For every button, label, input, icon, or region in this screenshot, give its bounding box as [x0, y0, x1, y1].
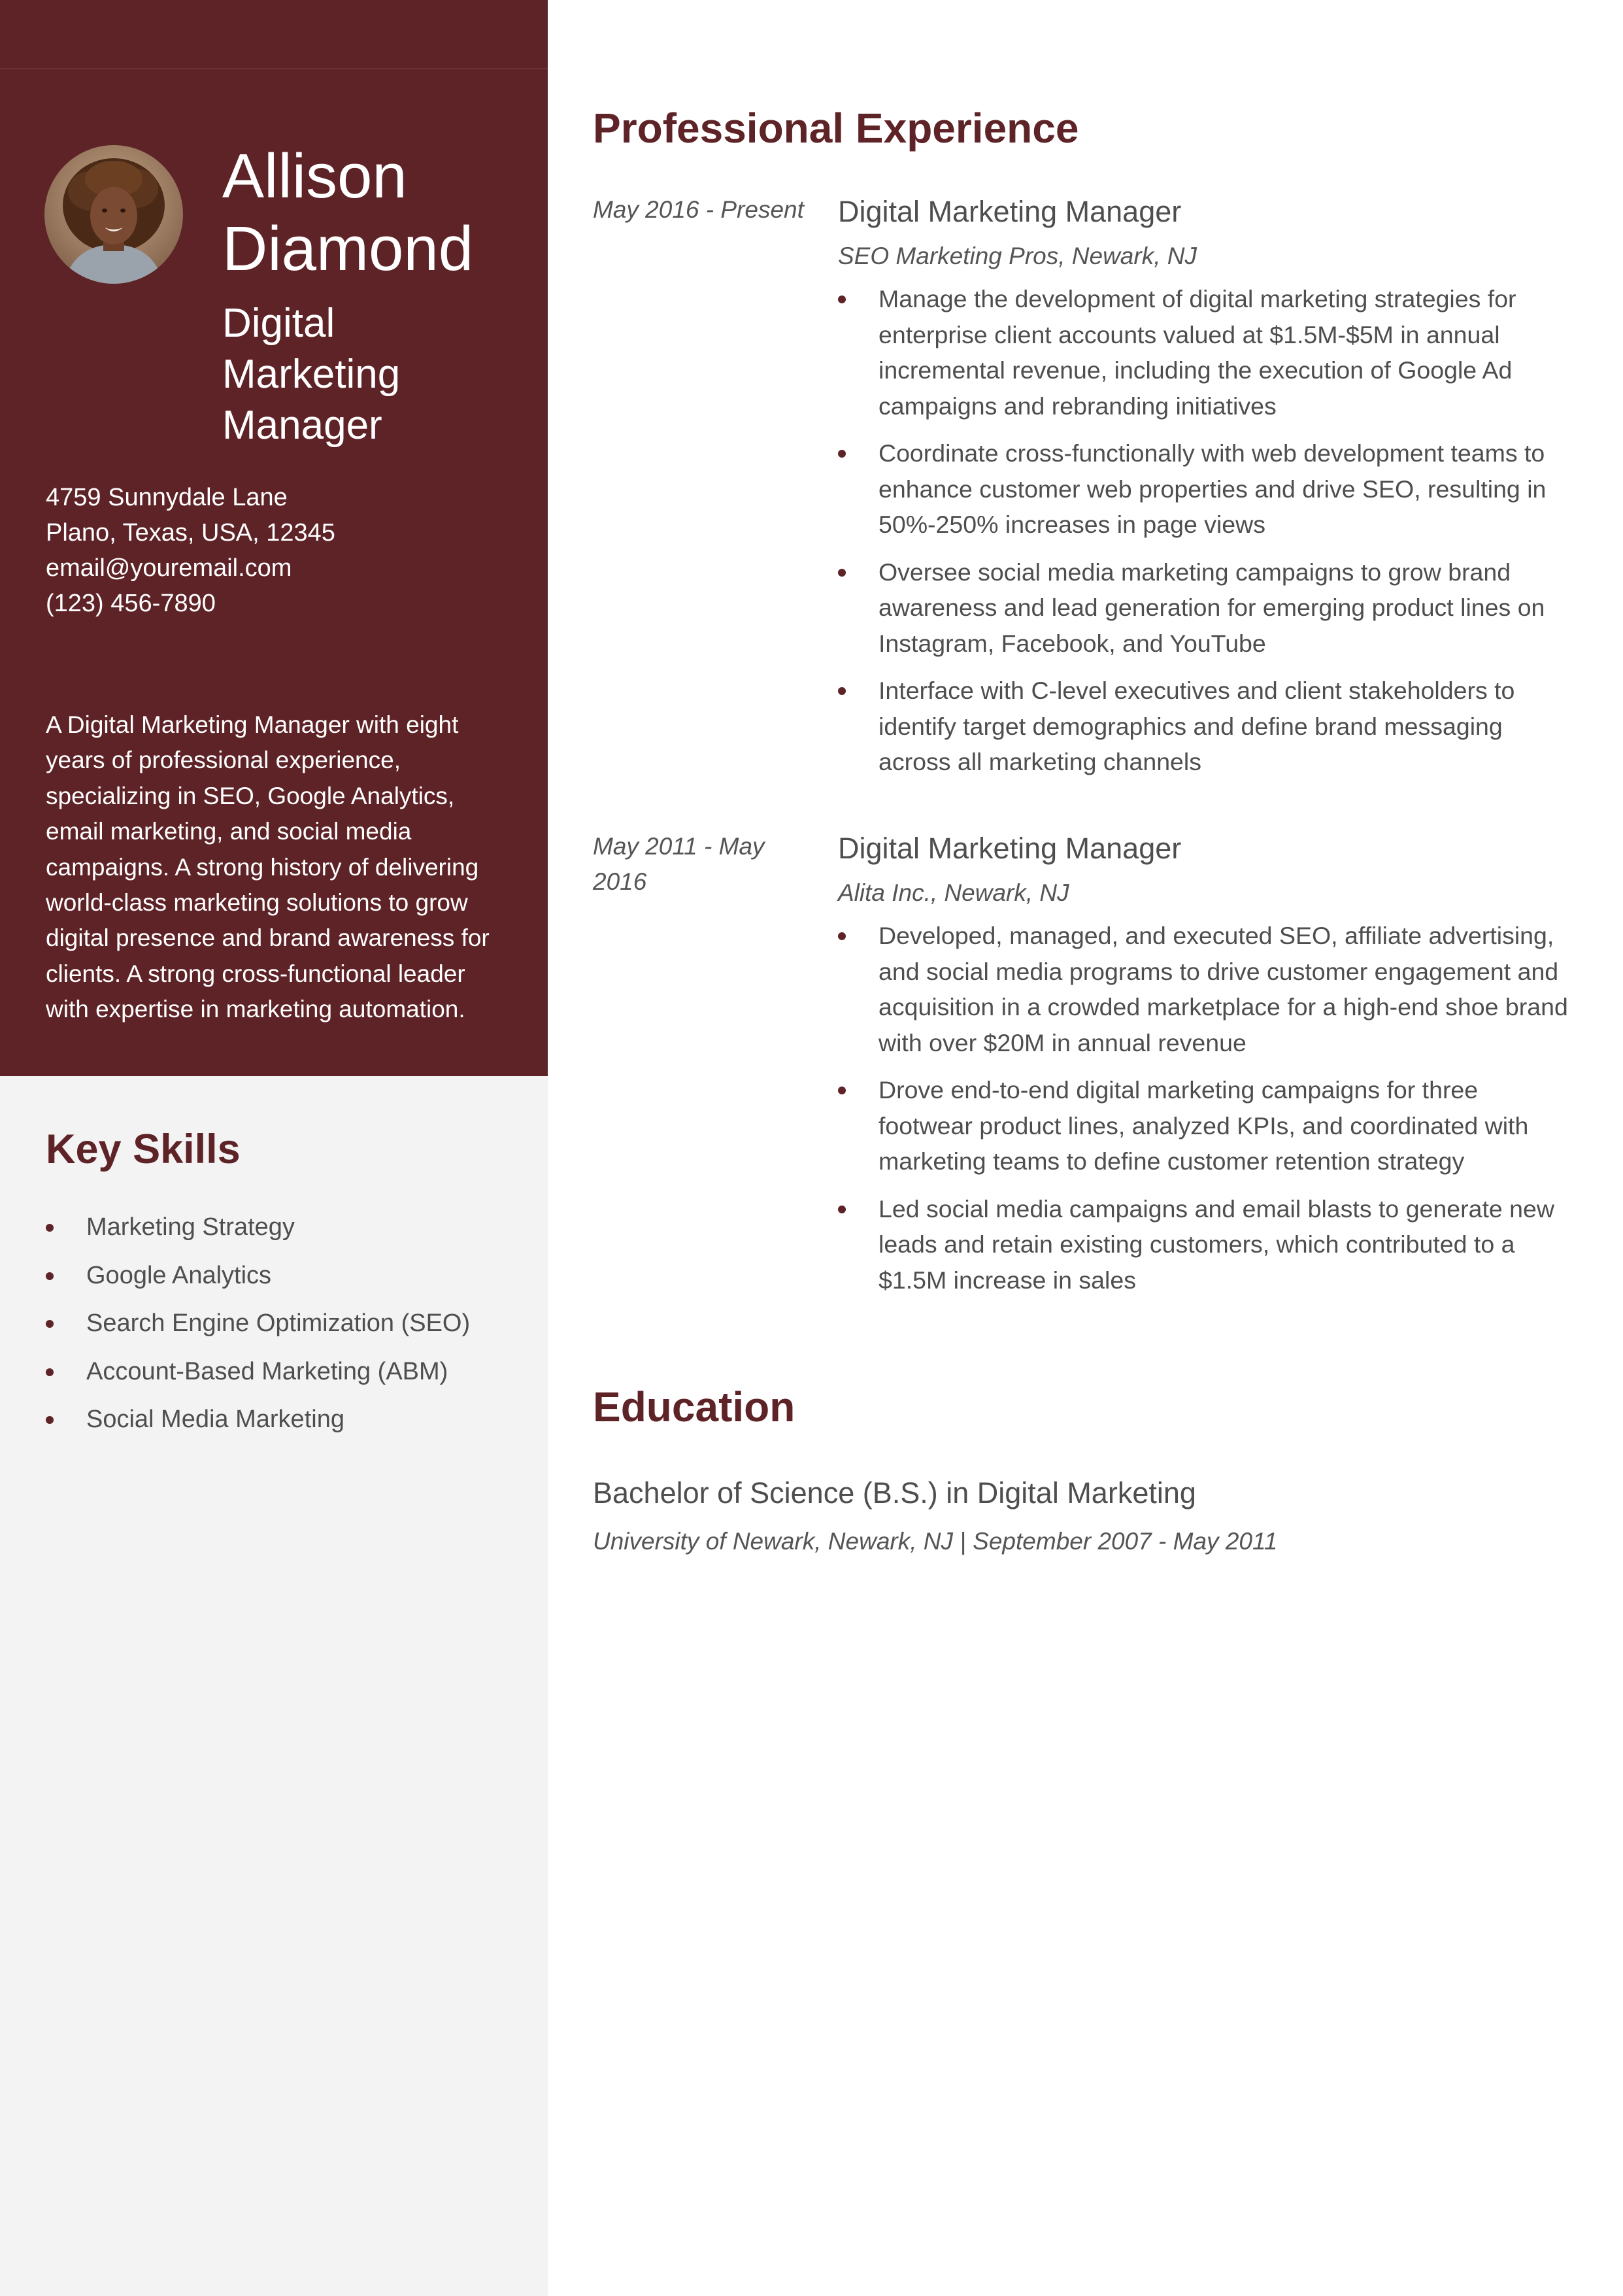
education-school: University of Newark, Newark, NJ | September 2007 - May 2011 — [593, 1528, 1278, 1555]
title-line: Marketing — [222, 352, 401, 397]
job-title: Digital Marketing Manager — [838, 832, 1182, 865]
job-details — [838, 192, 1570, 792]
list-item: Drove end-to-end digital marketing campaigns for three footwear product lines, analyzed KPIs, and coordinated with marketing teams to define customer retention strategy — [838, 1072, 1570, 1179]
skill-item: Google Analytics — [46, 1258, 529, 1306]
skill-item: Search Engine Optimization (SEO) — [46, 1306, 529, 1354]
title-line: Manager — [222, 403, 382, 448]
candidate-name — [222, 140, 536, 285]
divider — [0, 68, 548, 69]
profile-photo-icon — [44, 145, 183, 284]
contact-info — [46, 480, 529, 621]
job-details — [838, 829, 1570, 1309]
job-dates: May 2011 - May 2016 — [593, 833, 765, 895]
skills-heading: Key Skills — [46, 1126, 241, 1172]
first-name: Allison — [222, 141, 407, 211]
list-item: Manage the development of digital marketing strategies for enterprise client accounts valued at $1.5M-$5M in annual incremental revenue, including the execution of Google Ad campaigns and rebranding initiatives — [838, 281, 1570, 424]
job-bullets — [838, 918, 1570, 1298]
candidate-title — [222, 298, 497, 451]
education-heading: Education — [593, 1383, 795, 1430]
address-line-1: 4759 Sunnydale Lane — [46, 484, 288, 511]
job-dates: May 2016 - Present — [593, 196, 804, 223]
list-item: Led social media campaigns and email blasts to generate new leads and retain existing customers, which contributed to a $1.5M increase in sales — [838, 1191, 1570, 1298]
address-line-2: Plano, Texas, USA, 12345 — [46, 519, 335, 547]
education-degree: Bachelor of Science (B.S.) in Digital Marketing — [593, 1476, 1196, 1510]
list-item: Developed, managed, and executed SEO, affiliate advertising, and social media programs to drive customer engagement and acquisition in a crowded marketplace for a high-end shoe brand with over $20M in annual revenue — [838, 918, 1570, 1060]
email-address: email@youremail.com — [46, 554, 292, 582]
skill-item: Marketing Strategy — [46, 1209, 529, 1258]
job-title: Digital Marketing Manager — [838, 195, 1182, 228]
sidebar — [0, 0, 548, 2296]
title-line: Digital — [222, 301, 335, 346]
list-item: Coordinate cross-functionally with web development teams to enhance customer web properties and drive SEO, resulting in 50%-250% increases in page views — [838, 435, 1570, 543]
avatar — [44, 145, 183, 284]
job-company: Alita Inc., Newark, NJ — [838, 879, 1069, 906]
sidebar-header-panel — [0, 0, 548, 1076]
skill-item: Account-Based Marketing (ABM) — [46, 1354, 529, 1402]
skills-list — [46, 1209, 529, 1450]
experience-heading: Professional Experience — [593, 105, 1079, 152]
last-name: Diamond — [222, 214, 474, 284]
professional-summary: A Digital Marketing Manager with eight years of professional experience, specializing in SEO, Google Analytics, email marketing, and social media campaigns. A strong history of delivering world-class marketing solutions to grow digital presence and brand awareness for clients. A strong cross-functional leader with expertise in marketing automation. — [46, 711, 490, 1023]
job-bullets — [838, 281, 1570, 780]
job-company: SEO Marketing Pros, Newark, NJ — [838, 243, 1197, 269]
skill-item: Social Media Marketing — [46, 1402, 529, 1450]
list-item: Oversee social media marketing campaigns to grow brand awareness and lead generation for emerging product lines on Instagram, Facebook, and YouTube — [838, 554, 1570, 662]
phone-number: (123) 456-7890 — [46, 590, 216, 617]
list-item: Interface with C-level executives and client stakeholders to identify target demographics and define brand messaging across all marketing channels — [838, 673, 1570, 780]
